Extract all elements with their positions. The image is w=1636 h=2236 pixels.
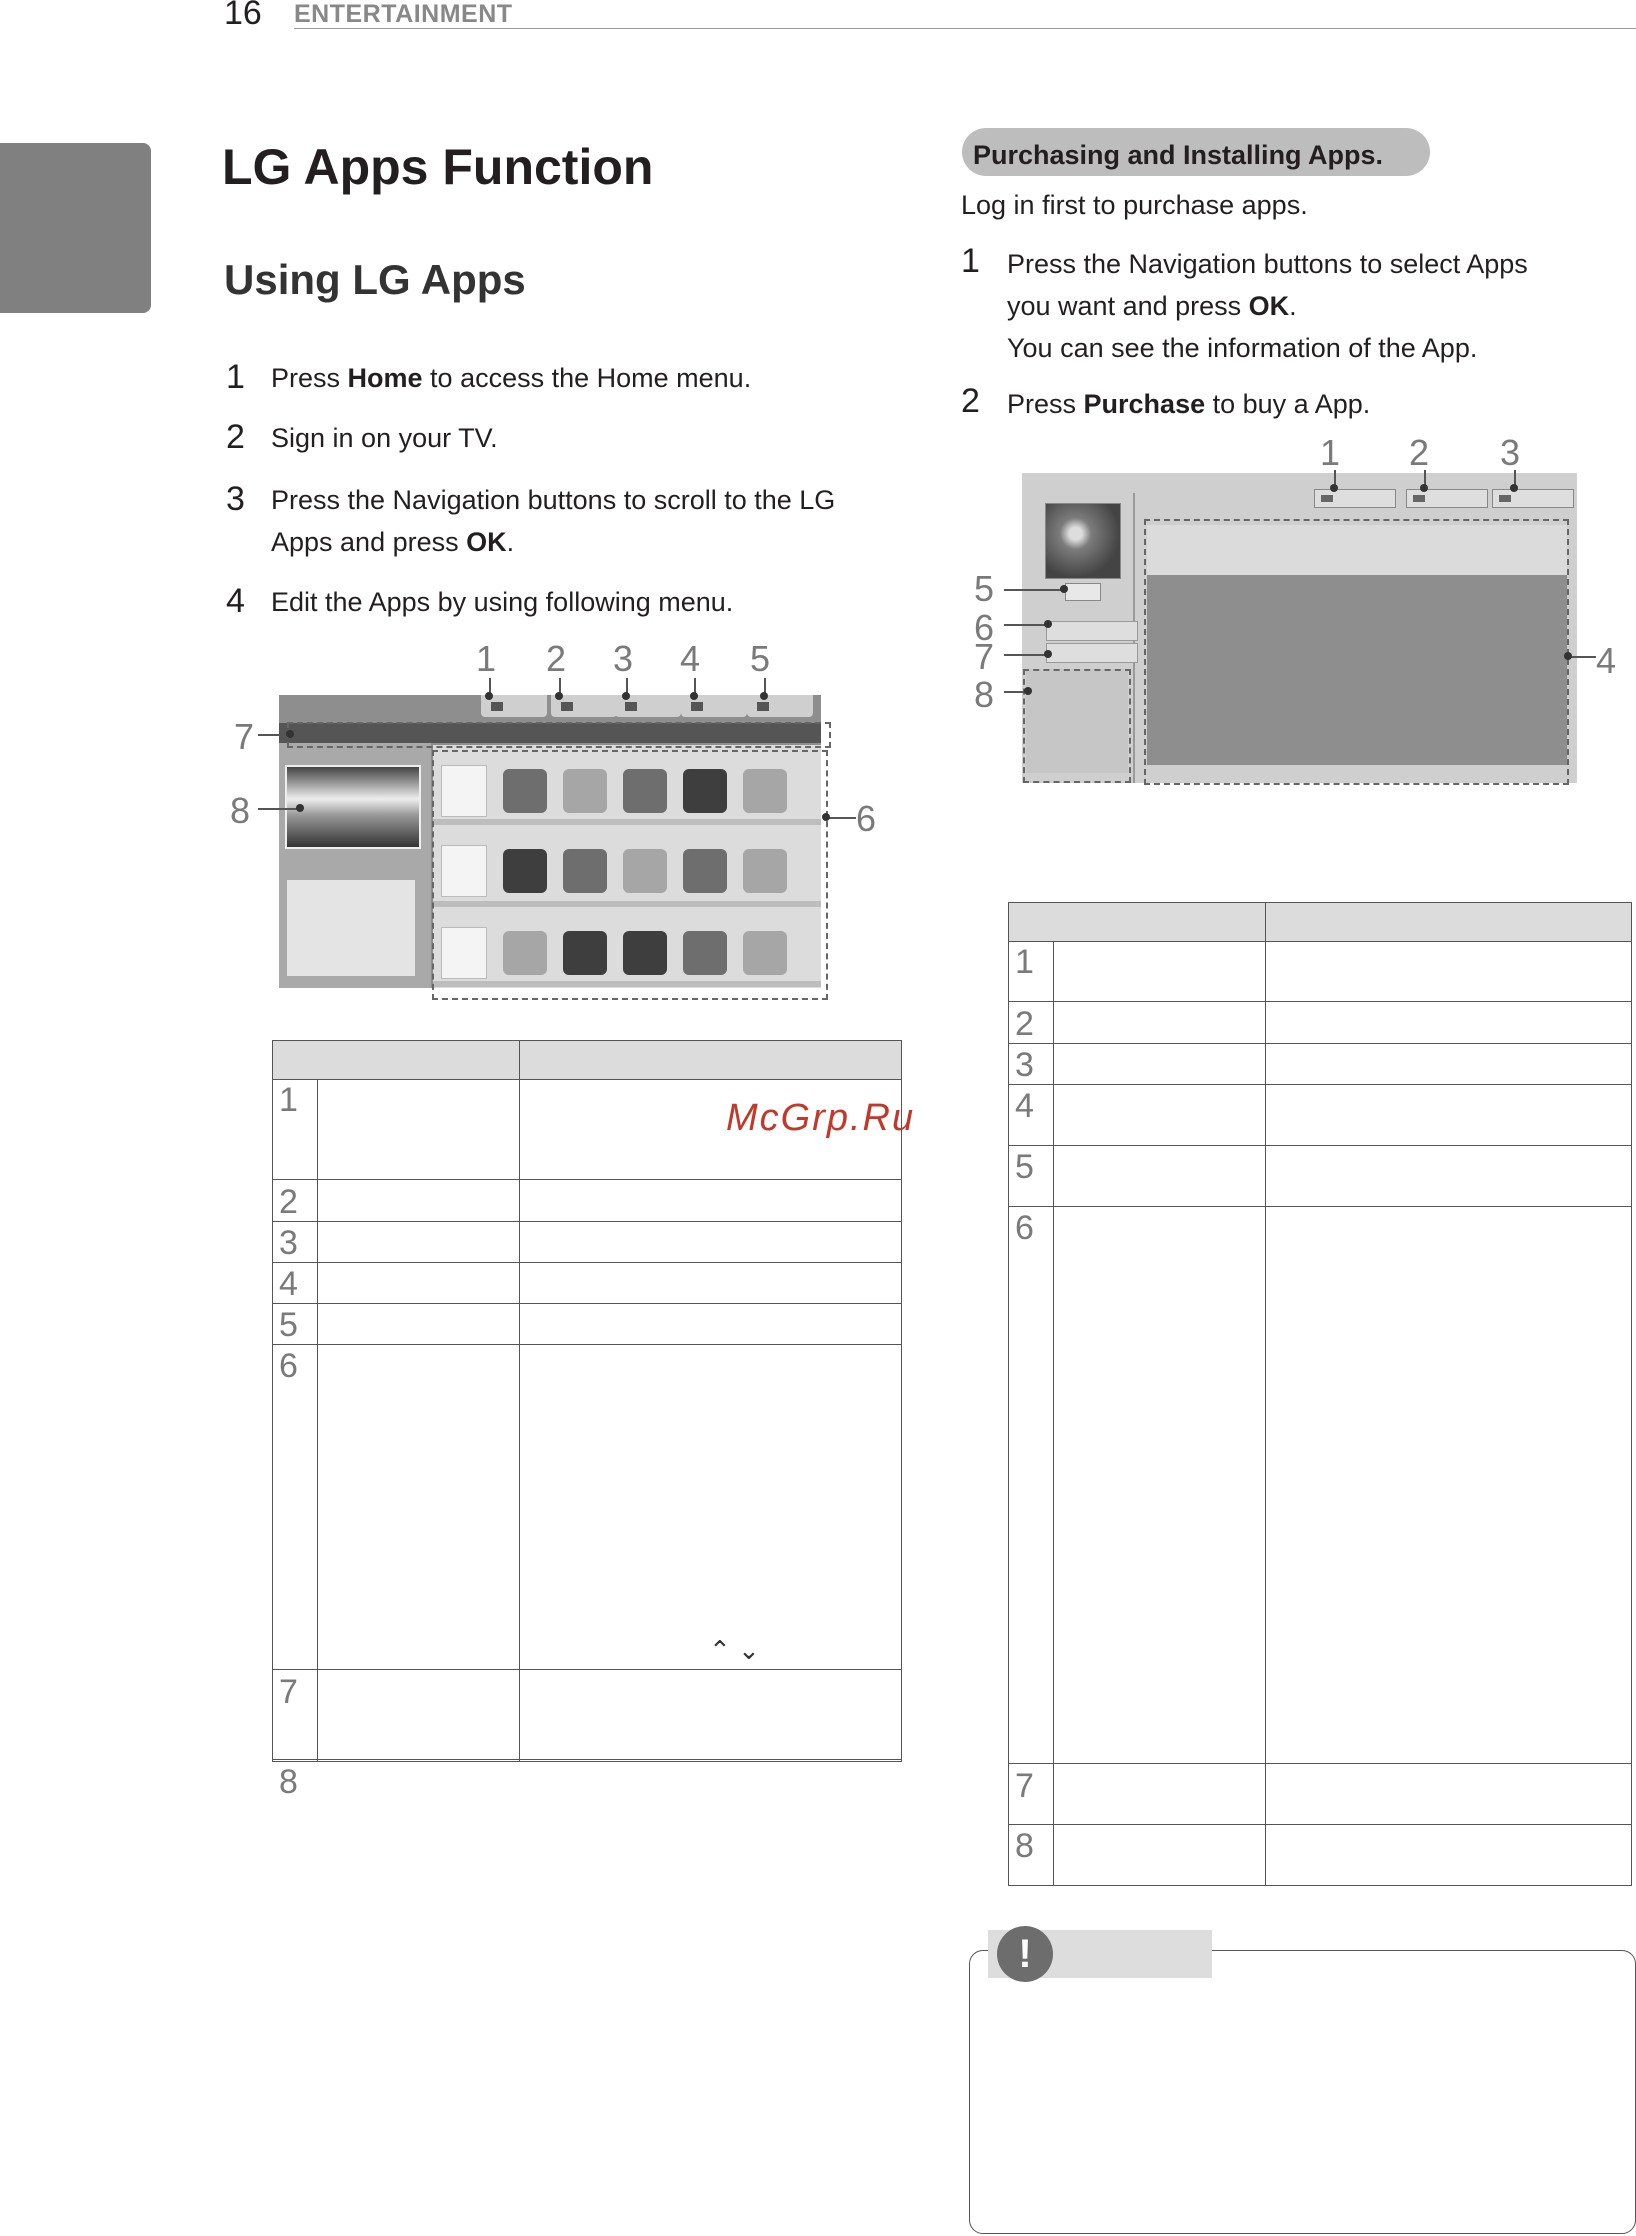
page-number: 16	[224, 0, 262, 32]
step-number: 2	[226, 418, 245, 456]
callout-label: 7	[234, 716, 255, 757]
toolbar-button	[747, 695, 813, 717]
table-row-number: 4	[1015, 1087, 1034, 1125]
step-number: 3	[226, 480, 245, 518]
callout-label: 2	[1409, 432, 1430, 473]
purchase-table	[1008, 902, 1632, 1886]
callout-label: 2	[546, 638, 567, 679]
purchase-bar	[1046, 621, 1138, 641]
scroll-arrows-icon: ⌃ ⌄	[709, 1635, 760, 1665]
table-row-number: 5	[1015, 1148, 1034, 1186]
highlight-app-shelves	[432, 750, 828, 1000]
page-title: LG Apps Function	[222, 139, 654, 195]
step-number: 4	[226, 582, 245, 620]
table-row-number: 7	[1015, 1767, 1034, 1805]
step-number: 2	[961, 382, 980, 420]
step-text: Sign in on your TV.	[271, 423, 498, 453]
step-text: Press Purchase to buy a App.	[1007, 389, 1371, 419]
preview-image	[285, 765, 421, 849]
info-bar	[1046, 643, 1138, 663]
table-row-number: 8	[1015, 1827, 1034, 1865]
thumbnail-image	[287, 880, 415, 976]
table-row-number: 6	[279, 1347, 298, 1385]
step-text: Press the Navigation buttons to select Apps you want and press OK. You can see the information of the App.	[1007, 249, 1528, 363]
table-row-number: 3	[1015, 1046, 1034, 1084]
callout-label: 1	[476, 638, 497, 679]
callout-label: 3	[613, 638, 634, 679]
callout-label: 6	[974, 607, 995, 648]
intro-text: Log in first to purchase apps.	[961, 190, 1308, 220]
table-row-number: 1	[279, 1081, 298, 1119]
toolbar-button	[1492, 489, 1574, 508]
callout-label: 6	[856, 798, 877, 839]
step-text: Edit the Apps by using following menu.	[271, 587, 734, 617]
watermark: McGrp.Ru	[726, 1097, 916, 1139]
table-row-number: 8	[279, 1763, 298, 1801]
table-row-number: 7	[279, 1673, 298, 1711]
note-box	[969, 1950, 1636, 2234]
highlight-details-box	[1023, 669, 1131, 783]
table-row-number: 3	[279, 1224, 298, 1262]
app-icon	[1045, 503, 1121, 579]
section-pill-label: Purchasing and Installing Apps.	[973, 140, 1384, 170]
toolbar-button	[1406, 489, 1488, 508]
callout-label: 1	[1320, 432, 1341, 473]
step-text: Press Home to access the Home menu.	[271, 363, 752, 393]
callout-label: 4	[1596, 640, 1617, 681]
highlight-category-bar	[287, 722, 831, 748]
toolbar-button	[1314, 489, 1396, 508]
callout-label: 3	[1500, 432, 1521, 473]
table-row-number: 2	[279, 1183, 298, 1221]
menu-table	[272, 1040, 902, 1801]
callout-label: 8	[974, 674, 995, 715]
callout-label: 5	[750, 638, 771, 679]
step-text: Press the Navigation buttons to scroll to the LG Apps and press OK.	[271, 485, 836, 557]
step-number: 1	[226, 358, 245, 396]
step-number: 1	[961, 242, 980, 280]
table-row-number: 2	[1015, 1005, 1034, 1043]
side-tab	[0, 143, 151, 313]
section-title: ENTERTAINMENT	[294, 0, 513, 28]
header-rule	[294, 28, 1636, 29]
table-row-number: 6	[1015, 1209, 1034, 1247]
table-row-number: 5	[279, 1306, 298, 1344]
highlight-info-panel	[1144, 519, 1569, 785]
small-button	[1065, 583, 1101, 601]
table-row-number: 4	[279, 1265, 298, 1303]
callout-label: 5	[974, 568, 995, 609]
callout-label: 7	[974, 636, 995, 677]
table-row-number: 1	[1015, 943, 1034, 981]
exclamation-icon: !	[997, 1926, 1053, 1982]
section-heading: Using LG Apps	[224, 256, 526, 303]
callout-label: 8	[230, 790, 251, 831]
callout-label: 4	[680, 638, 701, 679]
